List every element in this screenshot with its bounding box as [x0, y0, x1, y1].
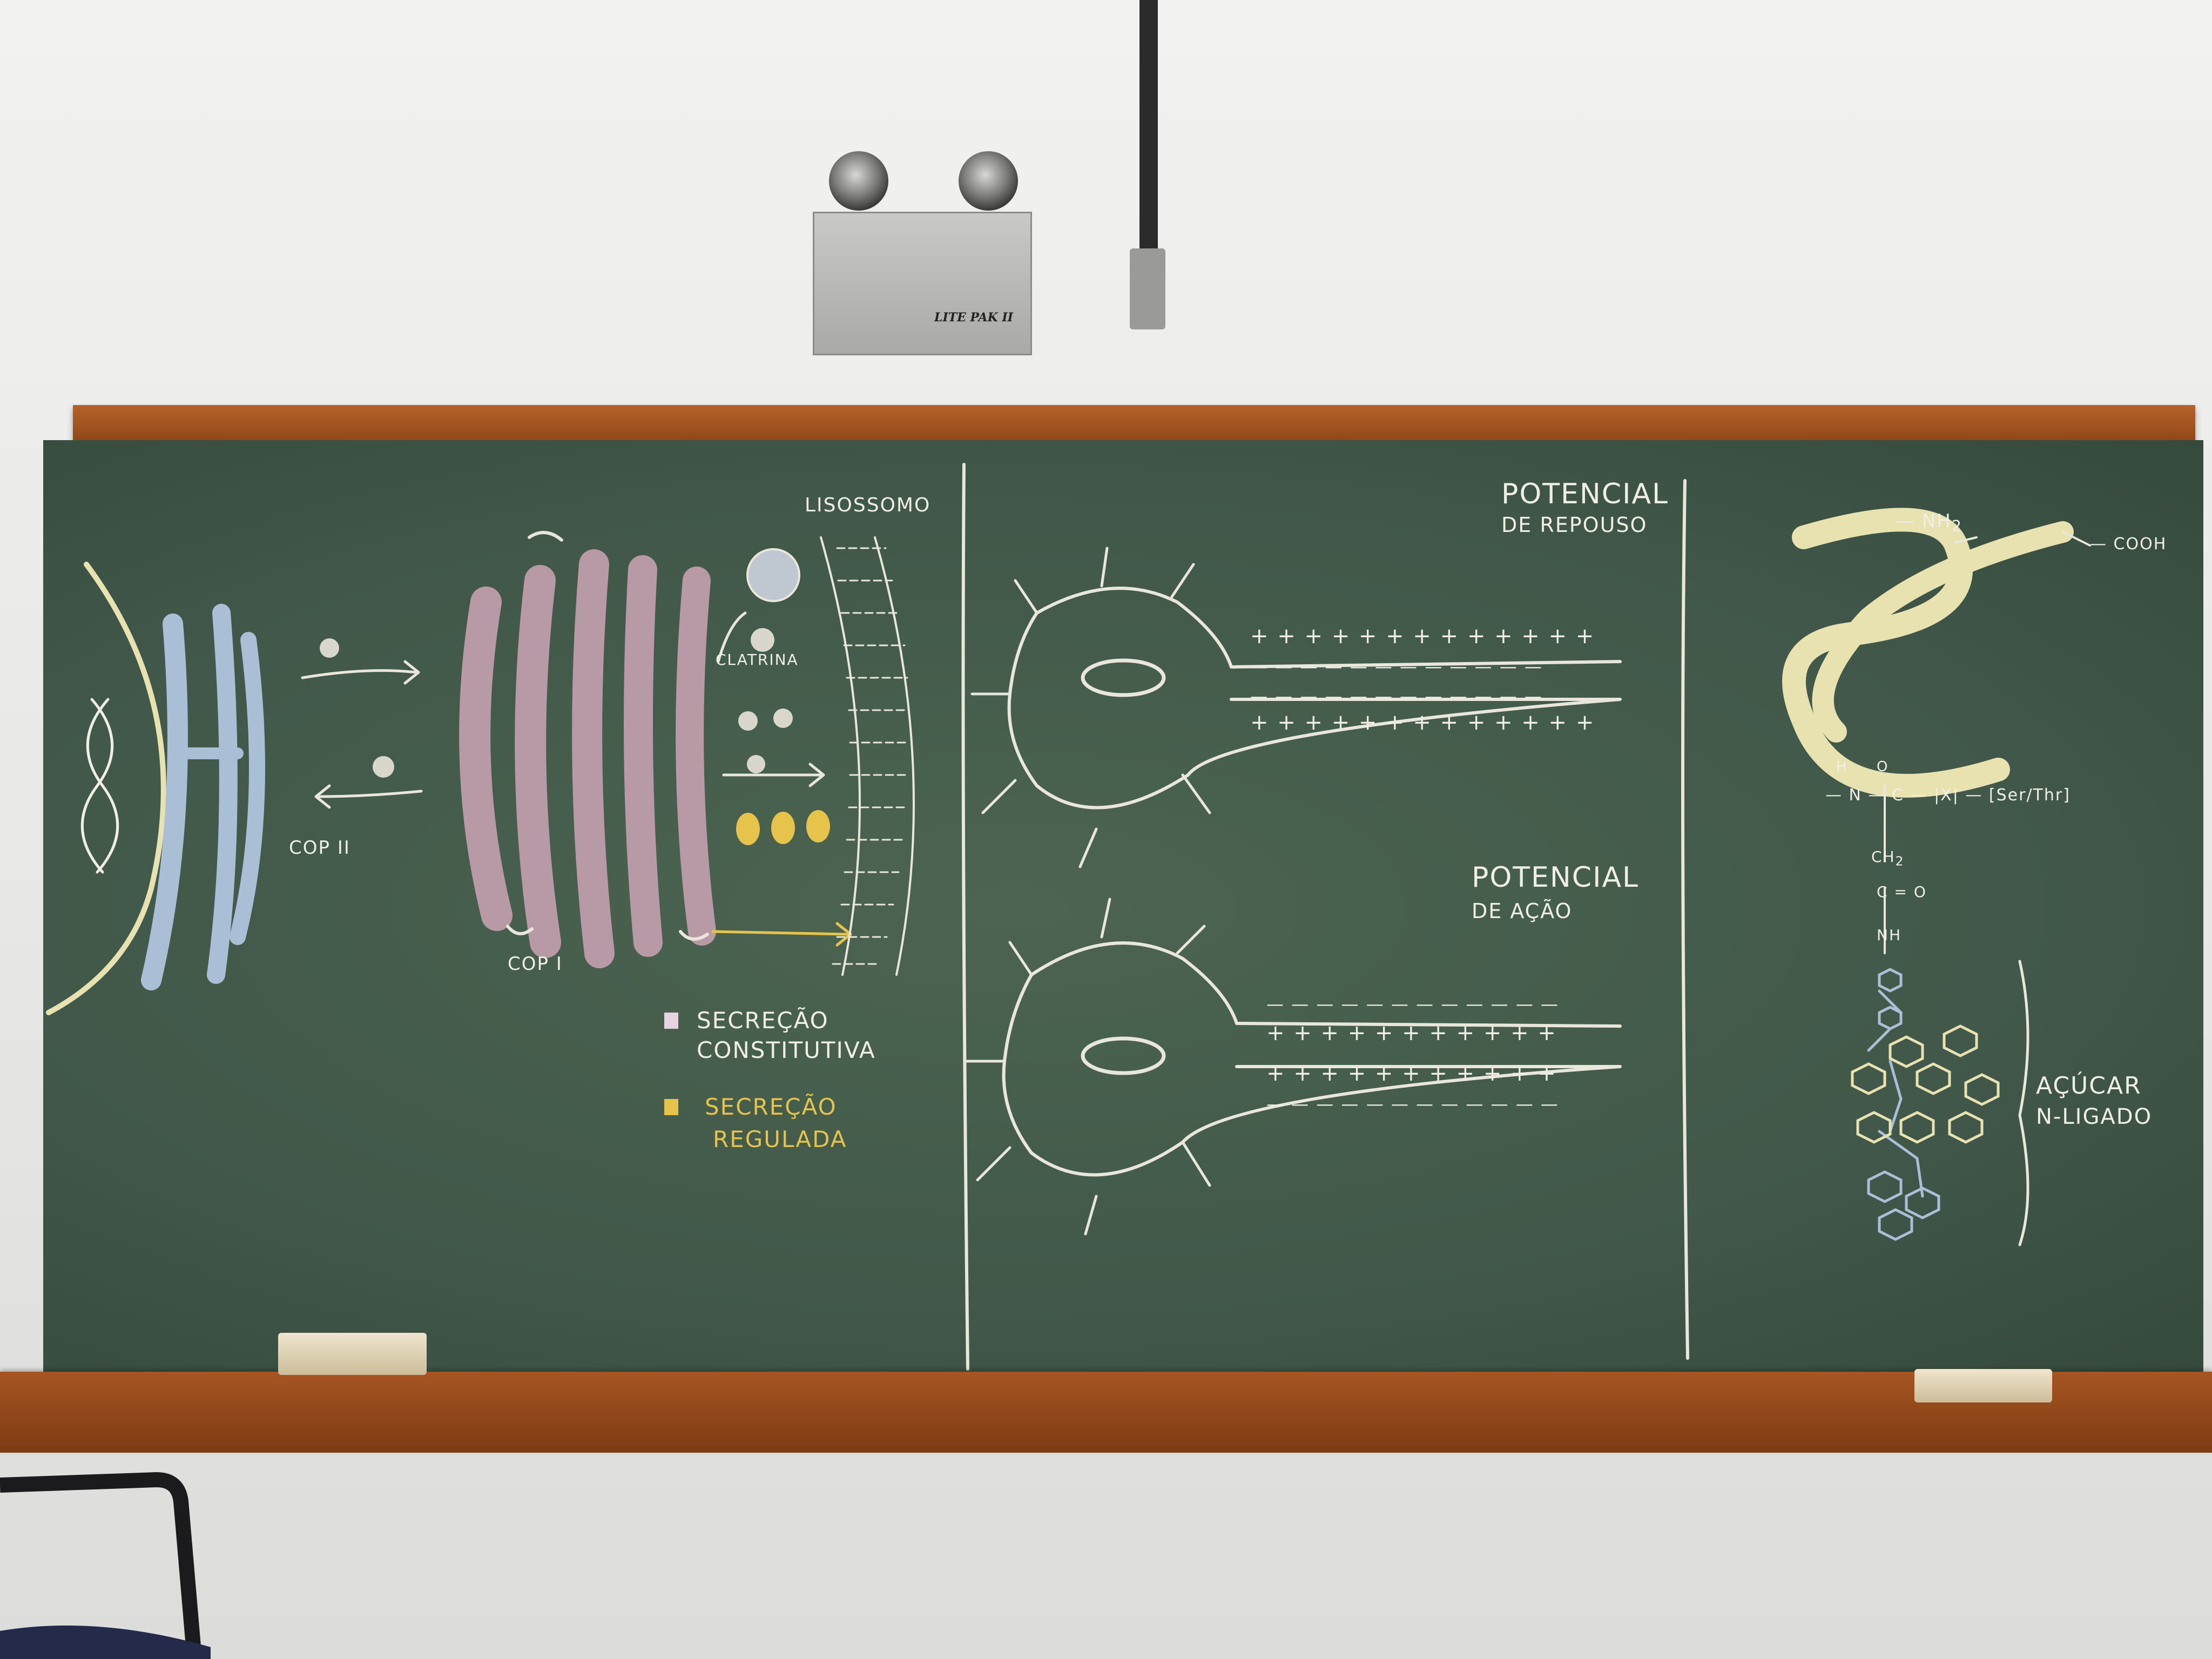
clathrin-label: CLATRINA — [716, 651, 799, 669]
chalk-tray — [0, 1372, 2212, 1453]
chain-c-o: C = O — [1877, 883, 1927, 901]
action-minus-top: — — — — — — — — — — — — — [1266, 994, 1559, 1014]
sugar-ring-icon — [1901, 1112, 1933, 1142]
chalk-drawings — [43, 440, 2203, 1374]
sugar-ring-icon — [1890, 1037, 1923, 1067]
golgi-cisterna — [475, 602, 497, 915]
nucleus — [1083, 660, 1164, 695]
plasma-membrane — [875, 537, 914, 975]
protein-ribbon — [1823, 532, 2063, 732]
sugar-ring-icon — [1869, 1172, 1901, 1202]
dna-helix-icon — [87, 699, 117, 872]
emergency-light-label: LITE PAK II — [934, 311, 1013, 325]
chair-seat — [0, 1626, 211, 1659]
electrical-conduit — [1139, 0, 1158, 254]
endoplasmic-reticulum — [238, 640, 257, 937]
legend-swatch-yellow — [664, 1099, 678, 1115]
nh2-subscript: 2 — [1951, 517, 1963, 535]
chair — [0, 1469, 211, 1659]
dna-helix-icon — [82, 699, 112, 872]
plasma-membrane — [821, 537, 860, 975]
nh2-text: NH — [1921, 510, 1952, 532]
divider-line — [963, 464, 968, 1369]
divider-line — [1683, 481, 1688, 1358]
sugar-ring-icon — [1917, 1064, 1950, 1094]
action-title-line2: DE AÇÃO — [1472, 899, 1573, 923]
ch2-subscript: 2 — [1895, 853, 1905, 869]
resting-minus-top: — — — — — — — — — — — — — [1250, 656, 1543, 677]
golgi-cisterna — [690, 581, 702, 932]
vesicle — [320, 638, 339, 658]
chemical-bond — [1869, 991, 1923, 1196]
emergency-light-box — [813, 212, 1032, 355]
cop2-label: COP II — [289, 837, 350, 859]
action-minus-bottom: — — — — — — — — — — — — — [1266, 1094, 1559, 1114]
sugar-ring-icon — [1950, 1112, 1982, 1142]
conduit-junction-box — [1130, 248, 1165, 329]
sugar-ring-icon — [1879, 1210, 1912, 1239]
action-plus-top: + + + + + + + + + + + — [1266, 1021, 1557, 1046]
golgi-cisterna — [530, 581, 545, 942]
secretory-granule — [771, 812, 795, 844]
secretory-granule — [806, 810, 830, 842]
resting-minus-bottom: — — — — — — — — — — — — — [1250, 686, 1543, 706]
nucleus — [1083, 1038, 1164, 1073]
sugar-brace — [2020, 961, 2028, 1245]
resting-title-line2: DE REPOUSO — [1501, 513, 1648, 537]
eraser-left[interactable] — [278, 1333, 427, 1375]
chain-h: H — [1836, 759, 1848, 775]
lysosome — [747, 549, 799, 601]
transport-arrow — [319, 791, 421, 797]
cooh-label: — COOH — [2090, 535, 2167, 554]
sugar-ring-icon — [1966, 1075, 1998, 1104]
sugar-ring-icon — [1879, 969, 1901, 991]
emergency-lamp-right — [959, 151, 1018, 211]
transport-arrow — [302, 671, 416, 678]
endoplasmic-reticulum — [216, 613, 228, 975]
legend-regulated-line2: REGULADA — [713, 1126, 847, 1152]
chain-o: O — [1877, 759, 1889, 775]
board-top-rail — [73, 405, 2195, 443]
sugar-label-line2: N-LIGADO — [2036, 1104, 2153, 1129]
cooh-text: COOH — [2113, 535, 2167, 554]
chain-nh: NH — [1877, 926, 1901, 944]
sugar-label-line1: AÇÚCAR — [2036, 1072, 2142, 1100]
chalkboard — [43, 440, 2203, 1374]
golgi-cisterna — [638, 570, 648, 942]
clathrin-vesicle — [738, 711, 758, 731]
chain-ch2 — [1871, 848, 1904, 869]
legend-constitutive-line2: CONSTITUTIVA — [697, 1037, 876, 1063]
eraser-right[interactable] — [1914, 1369, 2052, 1402]
action-title-line1: POTENCIAL — [1472, 861, 1639, 894]
sugar-ring-icon — [1879, 1007, 1901, 1029]
vesicle — [751, 628, 774, 652]
sugar-ring-icon — [1858, 1112, 1890, 1142]
vesicle — [373, 756, 394, 778]
sugar-ring-icon — [1944, 1026, 1977, 1056]
emergency-lamp-left — [829, 151, 888, 211]
secretory-granule — [736, 813, 760, 845]
resting-plus-top: + + + + + + + + + + + + + — [1250, 624, 1595, 649]
regulated-secretion-arrow — [713, 932, 848, 934]
clathrin-vesicle — [773, 709, 793, 728]
lipid-bilayer-heads — [833, 548, 909, 964]
legend-constitutive-line1: SECREÇÃO — [697, 1007, 829, 1034]
resting-plus-bottom: + + + + + + + + + + + + + — [1250, 710, 1595, 735]
resting-title-line1: POTENCIAL — [1501, 478, 1669, 510]
action-plus-bottom: + + + + + + + + + + + — [1266, 1061, 1557, 1086]
neuron-action — [1004, 943, 1620, 1175]
ch2-text: CH — [1871, 848, 1896, 866]
golgi-cisterna — [587, 564, 599, 953]
vesicle — [747, 755, 765, 773]
legend-swatch-pink — [664, 1013, 678, 1029]
nh2-label: — $NH_2$ — [1896, 510, 1963, 535]
sugar-ring-icon — [1852, 1064, 1885, 1094]
cop1-coat — [529, 532, 562, 540]
lysosome-label: LISOSSOMO — [805, 494, 931, 516]
chain-n-c: — N — C — |X| — [Ser/Thr] — [1825, 786, 2071, 805]
legend-regulated-line1: SECREÇÃO — [705, 1094, 837, 1120]
cop1-label: COP I — [508, 953, 563, 975]
